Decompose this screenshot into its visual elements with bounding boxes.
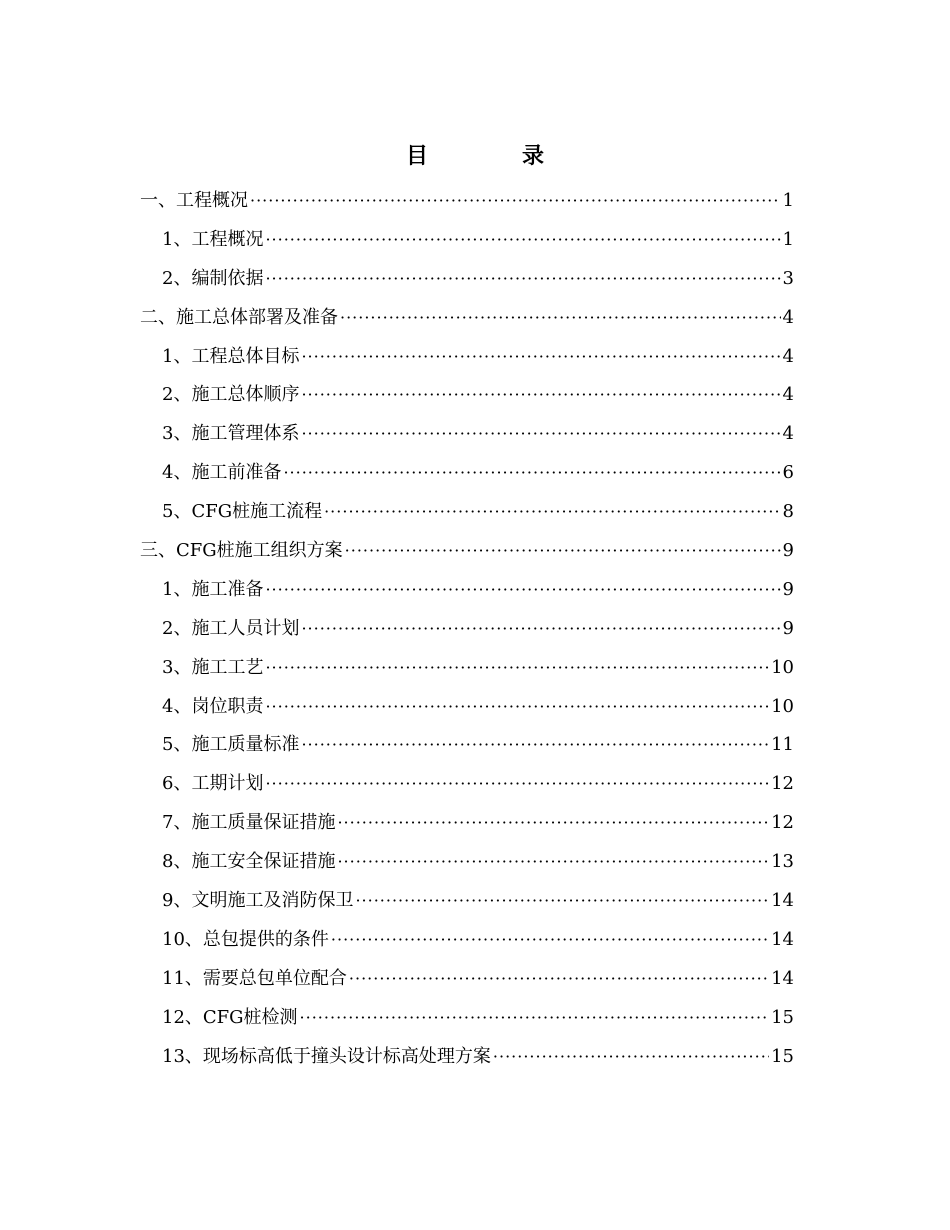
toc-entry[interactable] xyxy=(140,688,794,727)
toc-entry-page-number: 3 xyxy=(782,267,794,289)
toc-entry[interactable] xyxy=(140,843,794,882)
toc-entry-page-number: 12 xyxy=(771,773,794,795)
toc-entry-label: 3、施工工艺 xyxy=(162,656,264,678)
toc-dot-leader xyxy=(349,960,769,999)
toc-dot-leader xyxy=(250,182,781,221)
toc-entry-label: 三、CFG桩施工组织方案 xyxy=(140,540,343,562)
toc-entry-page-number: 8 xyxy=(782,501,794,523)
toc-dot-leader xyxy=(355,882,769,921)
toc-entry-page-number: 15 xyxy=(771,1006,794,1028)
toc-entry[interactable] xyxy=(140,532,794,571)
toc-entry-label: 12、CFG桩检测 xyxy=(162,1006,298,1028)
toc-entry-page-number: 1 xyxy=(782,228,794,250)
toc-entry-page-number: 14 xyxy=(771,890,794,912)
toc-dot-leader xyxy=(265,571,780,610)
toc-entry-label: 1、工程总体目标 xyxy=(162,345,300,367)
toc-entry-label: 9、文明施工及消防保卫 xyxy=(162,890,354,912)
toc-entry[interactable] xyxy=(140,221,794,260)
toc-entry-label: 7、施工质量保证措施 xyxy=(162,812,336,834)
toc-entry-label: 8、施工安全保证措施 xyxy=(162,851,336,873)
toc-entry[interactable] xyxy=(140,493,794,532)
toc-dot-leader xyxy=(300,999,770,1038)
toc-dot-leader xyxy=(265,221,780,260)
toc-entry[interactable] xyxy=(140,182,794,221)
toc-entry[interactable] xyxy=(140,260,794,299)
toc-dot-leader xyxy=(265,649,769,688)
toc-entry[interactable] xyxy=(140,571,794,610)
toc-title: 目 录 xyxy=(405,143,580,169)
toc-entry[interactable] xyxy=(140,960,794,999)
toc-dot-leader xyxy=(265,260,780,299)
toc-entry-page-number: 12 xyxy=(771,812,794,834)
toc-entry[interactable] xyxy=(140,726,794,765)
toc-dot-leader xyxy=(301,726,769,765)
toc-entry-label: 2、施工总体顺序 xyxy=(162,384,300,406)
toc-entry-label: 2、施工人员计划 xyxy=(162,617,300,639)
toc-entry-page-number: 10 xyxy=(771,695,794,717)
toc-entry-label: 6、工期计划 xyxy=(162,773,264,795)
toc-dot-leader xyxy=(265,765,769,804)
toc-entry-page-number: 9 xyxy=(782,578,794,600)
toc-entry-label: 1、工程概况 xyxy=(162,228,264,250)
toc-entry[interactable] xyxy=(140,299,794,338)
toc-entry-page-number: 13 xyxy=(771,851,794,873)
toc-entry-label: 1、施工准备 xyxy=(162,578,264,600)
toc-entry-label: 3、施工管理体系 xyxy=(162,423,300,445)
toc-entry[interactable] xyxy=(140,882,794,921)
toc-entry[interactable] xyxy=(140,338,794,377)
toc-entry-label: 2、编制依据 xyxy=(162,267,264,289)
toc-entry-page-number: 9 xyxy=(782,540,794,562)
toc-dot-leader xyxy=(301,610,780,649)
toc-entry[interactable] xyxy=(140,610,794,649)
toc-dot-leader xyxy=(340,299,781,338)
toc-entry-label: 10、总包提供的条件 xyxy=(162,928,329,950)
toc-dot-leader xyxy=(265,688,769,727)
toc-dot-leader xyxy=(301,338,780,377)
toc-entry-page-number: 15 xyxy=(771,1045,794,1067)
toc-dot-leader xyxy=(283,454,780,493)
toc-entry[interactable] xyxy=(140,1038,794,1077)
toc-entry-page-number: 14 xyxy=(771,928,794,950)
toc-entry-label: 4、施工前准备 xyxy=(162,462,282,484)
toc-entry-page-number: 10 xyxy=(771,656,794,678)
toc-dot-leader xyxy=(337,804,769,843)
toc-entry-page-number: 9 xyxy=(782,617,794,639)
toc-entry[interactable] xyxy=(140,649,794,688)
toc-entry[interactable] xyxy=(140,454,794,493)
toc-entry-page-number: 1 xyxy=(782,190,794,211)
toc-entry[interactable] xyxy=(140,804,794,843)
toc-dot-leader xyxy=(331,921,769,960)
toc-entry-page-number: 4 xyxy=(782,306,794,328)
toc-dot-leader xyxy=(301,376,780,415)
toc-dot-leader xyxy=(324,493,780,532)
toc-entry-label: 二、施工总体部署及准备 xyxy=(140,306,338,328)
toc-entry-label: 11、需要总包单位配合 xyxy=(162,967,347,989)
toc-entry-label: 13、现场标高低于撞头设计标高处理方案 xyxy=(162,1045,491,1067)
table-of-contents xyxy=(140,182,794,1076)
toc-entry-label: 5、CFG桩施工流程 xyxy=(162,501,323,523)
toc-dot-leader xyxy=(301,415,780,454)
toc-entry[interactable] xyxy=(140,999,794,1038)
toc-dot-leader xyxy=(493,1038,769,1077)
toc-entry[interactable] xyxy=(140,765,794,804)
toc-entry-page-number: 4 xyxy=(782,384,794,406)
toc-entry-page-number: 14 xyxy=(771,967,794,989)
toc-entry-page-number: 11 xyxy=(771,734,794,756)
toc-dot-leader xyxy=(337,843,769,882)
toc-entry-page-number: 4 xyxy=(782,345,794,367)
toc-entry-page-number: 6 xyxy=(782,462,794,484)
toc-entry-page-number: 4 xyxy=(782,423,794,445)
toc-entry-label: 一、工程概况 xyxy=(140,190,248,211)
toc-entry[interactable] xyxy=(140,921,794,960)
toc-entry-label: 4、岗位职责 xyxy=(162,695,264,717)
toc-entry-label: 5、施工质量标准 xyxy=(162,734,300,756)
toc-entry[interactable] xyxy=(140,415,794,454)
toc-dot-leader xyxy=(345,532,781,571)
toc-entry[interactable] xyxy=(140,376,794,415)
